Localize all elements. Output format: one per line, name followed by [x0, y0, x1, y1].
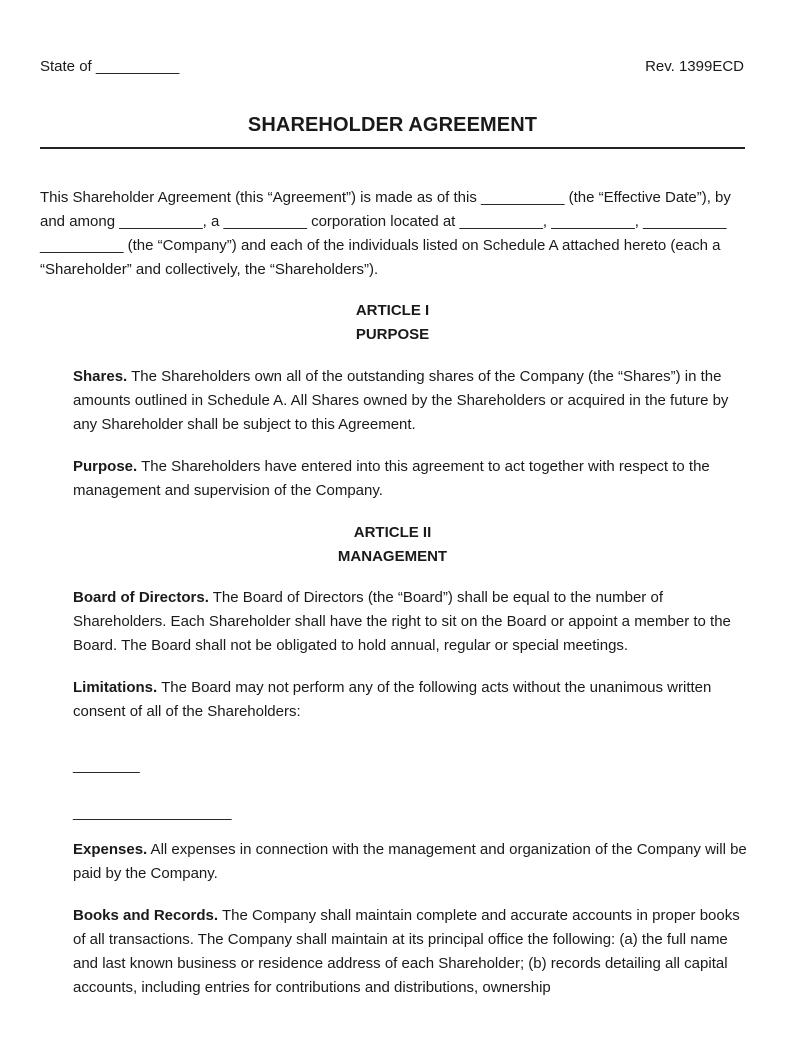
- article-1-title: PURPOSE: [355, 326, 430, 343]
- article-2-title: MANAGEMENT: [337, 548, 448, 565]
- article-1-number: ARTICLE I: [355, 302, 430, 319]
- section-shares-text: The Shareholders own all of the outstanding shares of the Company (the “Shares”) in the amounts outlined in Schedule A. All Shares owned by the Shareholders or acquired in the future by any Shareholder shall be subject to this Agreement.: [73, 368, 729, 433]
- article-2-heading: [0, 521, 785, 569]
- revision-code: Rev. 1399ECD: [645, 58, 744, 75]
- section-shares: [73, 365, 747, 437]
- section-expenses-heading: Expenses.: [73, 841, 148, 858]
- section-expenses: [73, 838, 747, 886]
- section-purpose: [73, 455, 747, 503]
- document-header: [40, 55, 744, 79]
- state-of-field: State of __________: [40, 58, 180, 75]
- section-limitations: [73, 676, 747, 724]
- section-books-records-text: The Company shall maintain complete and accurate accounts in proper books of all transactions. The Company shall maintain at its principal office the following: (a) the full name and last known business or residence address of each Shareholder; (b) records detailing all capital accounts, including entries for contributions and distributions, ownership: [73, 907, 740, 996]
- title-divider: [40, 147, 745, 149]
- section-limitations-text: The Board may not perform any of the following acts without the unanimous written consent of all of the Shareholders:: [73, 679, 712, 720]
- intro-paragraph: This Shareholder Agreement (this “Agreement”) is made as of this __________ (the “Effective Date”), by and among __________, a __________ corporation located at __________, __________, __________ __________ (the “Company”) and each of the individuals listed on Schedule A attached hereto (each a “Shareholder” and collectively, the “Shareholders”).: [40, 189, 731, 278]
- section-board-text: The Board of Directors (the “Board”) shall be equal to the number of Shareholders. Each Shareholder shall have the right to sit on the Board or appoint a member to the Board. The Board shall not be obligated to hold annual, regular or special meetings.: [73, 589, 731, 654]
- article-2-number: ARTICLE II: [353, 524, 432, 541]
- section-purpose-text: The Shareholders have entered into this agreement to act together with respect to the management and supervision of the Company.: [73, 458, 710, 499]
- section-shares-heading: Shares.: [73, 368, 128, 385]
- section-purpose-heading: Purpose.: [73, 458, 138, 475]
- section-books-records: [73, 904, 747, 1000]
- section-books-records-heading: Books and Records.: [73, 907, 219, 924]
- article-1-heading: [0, 299, 785, 347]
- section-board: [73, 586, 747, 658]
- section-expenses-text: All expenses in connection with the management and organization of the Company will be paid by the Company.: [73, 841, 747, 882]
- section-board-heading: Board of Directors.: [73, 589, 209, 606]
- document-title: SHAREHOLDER AGREEMENT: [247, 114, 538, 136]
- limitation-blank-2: ___________________: [73, 804, 232, 821]
- limitation-blank-1: ________: [73, 757, 140, 774]
- section-limitations-heading: Limitations.: [73, 679, 158, 696]
